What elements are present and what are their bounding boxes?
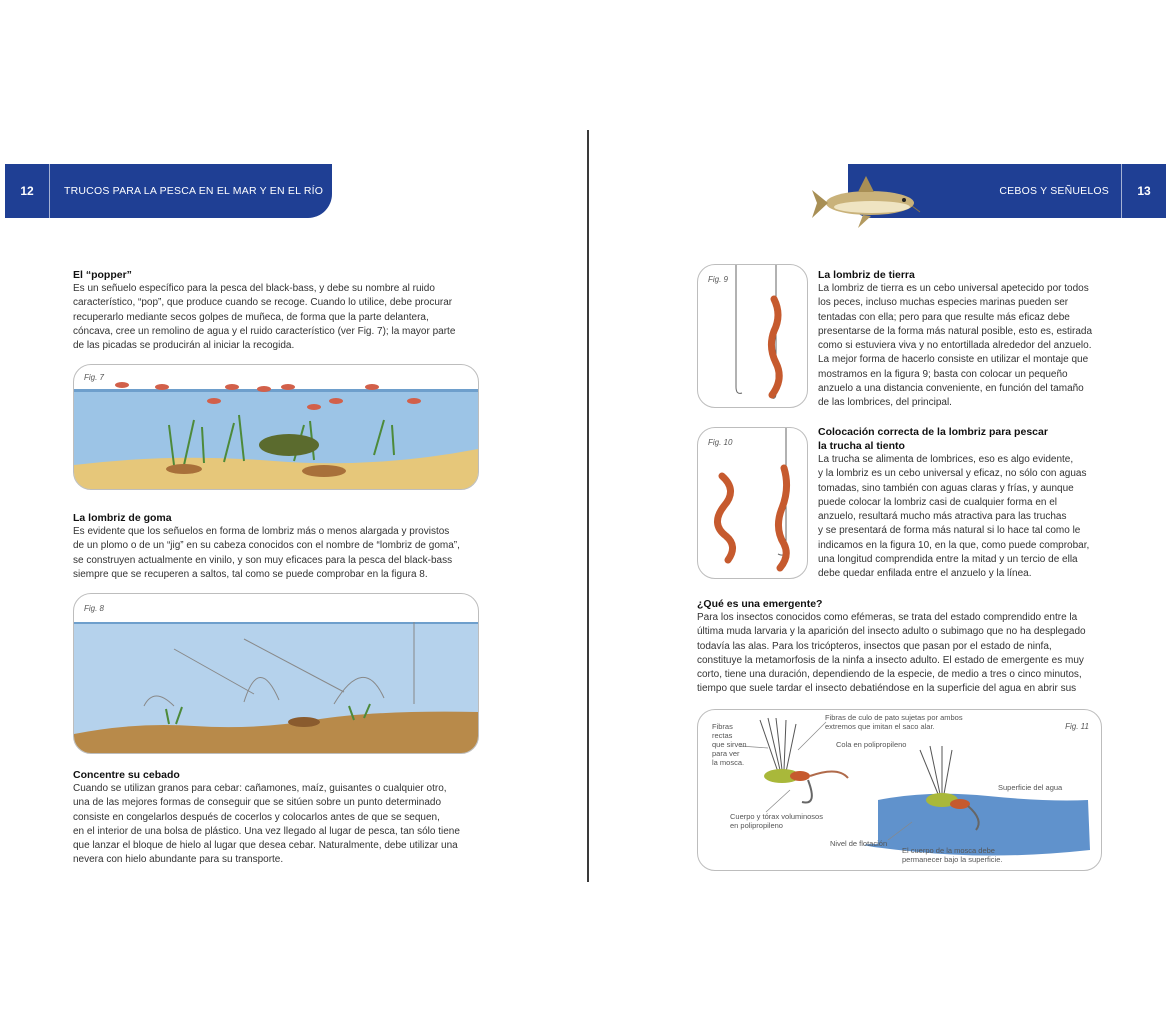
section-line: se construyen actualmente en vinilo, y son muy eficaces para la pesca del black-bass <box>73 554 453 566</box>
fig8-illustration <box>74 594 478 753</box>
left-page-number: 12 <box>5 164 50 218</box>
section-line: constituye la metamorfosis de la ninfa a insecto adulto. El estado de emergente es muy <box>697 654 1084 666</box>
caption-line: Fibras <box>712 722 733 731</box>
section-line: puede colocar la lombriz casi de cualquier forma en el <box>818 496 1058 508</box>
caption-line: Cuerpo y tórax voluminosos <box>730 812 823 821</box>
figure-10 <box>697 427 808 579</box>
section-line: última muda larvaria y la aparición del insecto adulto o subimago que no ha desplegado <box>697 626 1086 638</box>
section-line: anzuelo, resultará mucho más atractiva para las truchas <box>818 511 1067 523</box>
section-line: y se presentará de forma más natural si lo hace tal como le <box>818 525 1081 537</box>
section-line: como si estuviera viva y no entortillada alrededor del anzuelo. <box>818 340 1092 352</box>
section-line: todavía las alas. Para los tricópteros, insectos que pasan por el estado de ninfa, <box>697 640 1052 652</box>
section-line: característico, “pop”, que produce cuando se recoge. Cuando lo utilice, debe procurar <box>73 297 453 309</box>
caption-line: para ver <box>712 749 740 758</box>
section-cebado <box>73 768 483 868</box>
section-line: La mejor forma de hacerlo consiste en utilizar el montaje que <box>818 354 1089 366</box>
section-line: recuperarlo mediante secos golpes de muñeca, de forma que la parte delantera, <box>73 311 429 323</box>
section-line: de las picadas se producirán al iniciar la recogida. <box>73 340 295 352</box>
section-line: Cuando se utilizan granos para cebar: cañamones, maíz, guisantes o cualquier otro, <box>73 783 447 794</box>
caption-line: Fibras de culo de pato sujetas por ambos <box>825 713 963 722</box>
caption-line: la mosca. <box>712 758 745 767</box>
fig11-caption-cola: Cola en polipropileno <box>836 740 907 749</box>
section-colocacion <box>818 425 1118 582</box>
section-line: mostramos en la figura 9; basta con colocar un pequeño <box>818 368 1068 380</box>
book-spine <box>587 130 589 882</box>
section-line: cóncava, cree un remolino de agua y el ruido característico (ver Fig. 7); la mayor parte <box>73 325 456 337</box>
section-line: una de las mejores formas de conseguir que se sitúen sobre un punto determinado <box>73 797 442 809</box>
right-running-title: CEBOS Y SEÑUELOS <box>999 185 1109 197</box>
section-line: indicamos en la figura 10, en la que, como puede comprobar, <box>818 539 1090 551</box>
left-header-band <box>5 164 332 218</box>
section-line: y la lombriz es un cebo universal y eficaz, no sólo con aguas <box>818 468 1087 480</box>
section-heading: la trucha al tiento <box>818 440 905 452</box>
fig9-label: Fig. 9 <box>708 275 729 284</box>
section-line: tomadas, sino también con aguas claras y frías, y aunque <box>818 482 1074 494</box>
section-line: nevera con hielo abundante para su transporte. <box>73 854 284 866</box>
section-line: La lombriz de tierra es un cebo universal apetecido por todos <box>818 283 1089 294</box>
section-line: Es evidente que los señuelos en forma de lombriz más o menos alargada y provistos <box>73 526 450 537</box>
caption-line: permanecer bajo la superficie. <box>902 855 1003 864</box>
fig11-caption-superficie: Superficie del agua <box>998 783 1063 792</box>
section-line: corto, tiene una duración, dependiendo de la especie, de medio a tres o cinco minutos, <box>697 669 1082 681</box>
section-heading: El “popper” <box>73 269 132 281</box>
section-line: de las lombrices, del principal. <box>818 397 952 409</box>
section-popper <box>73 268 483 353</box>
section-line: tiempo que suele tardar el insecto debatiéndose en la superficie del agua en abrir sus <box>697 683 1077 695</box>
section-lombriz-goma <box>73 511 483 582</box>
figure-11 <box>697 709 1102 871</box>
fig11-caption-cuerpo-mosca <box>902 846 1002 864</box>
caption-line: El cuerpo de la mosca debe <box>902 846 995 855</box>
fig11-caption-nivel: Nivel de flotación <box>830 839 888 848</box>
section-emergente <box>697 597 1117 697</box>
figure-8 <box>73 593 479 754</box>
section-line: de un plomo o de un “jig” en su cabeza conocidos con el nombre de “lombriz de goma”, <box>73 540 460 552</box>
section-line: tentadas con ella; pero para que resulte más eficaz debe <box>818 311 1070 323</box>
section-line: que lanzar el bloque de hielo al lugar que desea cebar. Naturalmente, debe utilizar una <box>73 840 458 852</box>
fig11-caption-cuerpo-torax <box>730 812 823 830</box>
section-line: Es un señuelo específico para la pesca del black-bass, y debe su nombre al ruido <box>73 283 435 294</box>
section-line: anzuelo a una distancia conveniente, en función del tamaño <box>818 383 1084 395</box>
section-heading: Colocación correcta de la lombriz para pescar <box>818 426 1048 438</box>
fig11-caption-fibras-culo <box>825 713 963 731</box>
figure-9 <box>697 264 808 408</box>
section-heading: La lombriz de goma <box>73 512 172 524</box>
section-line: los peces, incluso muchas especies marinas pueden ser <box>818 297 1069 309</box>
fig7-illustration <box>74 365 478 489</box>
right-page-number: 13 <box>1121 164 1166 218</box>
left-running-title: TRUCOS PARA LA PESCA EN EL MAR Y EN EL RÍO <box>64 185 324 197</box>
section-heading: Concentre su cebado <box>73 769 180 781</box>
caption-line: que sirven <box>712 740 747 749</box>
caption-line: extremos que imitan el saco alar. <box>825 722 935 731</box>
barbel-fish-illustration <box>808 170 930 232</box>
fig8-label: Fig. 8 <box>84 604 105 613</box>
fig11-caption-fibras-rectas <box>712 722 747 767</box>
section-line: Para los insectos conocidos como efémeras, se trata del estado comprendido entre la <box>697 612 1078 623</box>
caption-line: en polipropileno <box>730 821 783 830</box>
fig10-label: Fig. 10 <box>708 438 733 447</box>
section-heading: La lombriz de tierra <box>818 269 915 281</box>
section-lombriz-tierra <box>818 268 1118 411</box>
section-heading: ¿Qué es una emergente? <box>697 598 823 610</box>
fig11-label: Fig. 11 <box>1065 722 1089 731</box>
fig7-label: Fig. 7 <box>84 373 105 382</box>
fig9-illustration <box>698 265 807 407</box>
figure-7 <box>73 364 479 490</box>
section-line: consiste en congelarlos después de cocerlos y colocarlos antes de que se sequen, <box>73 811 440 823</box>
section-line: en el interior de una bolsa de plástico. Una vez llegado al lugar de pesca, tan sólo tiene <box>73 825 460 837</box>
section-line: debe quedar enfilada entre el anzuelo y la línea. <box>818 568 1032 580</box>
fig10-illustration <box>698 428 807 578</box>
section-line: siempre que se recuperen a saltos, tal como se puede comprobar en la figura 8. <box>73 568 428 580</box>
caption-line: rectas <box>712 731 733 740</box>
section-line: presentarse de la forma más natural posible, esto es, estirada <box>818 325 1093 337</box>
section-line: La trucha se alimenta de lombrices, eso es algo evidente, <box>818 454 1074 465</box>
section-line: una longitud comprendida entre la mitad y un tercio de ella <box>818 554 1078 566</box>
